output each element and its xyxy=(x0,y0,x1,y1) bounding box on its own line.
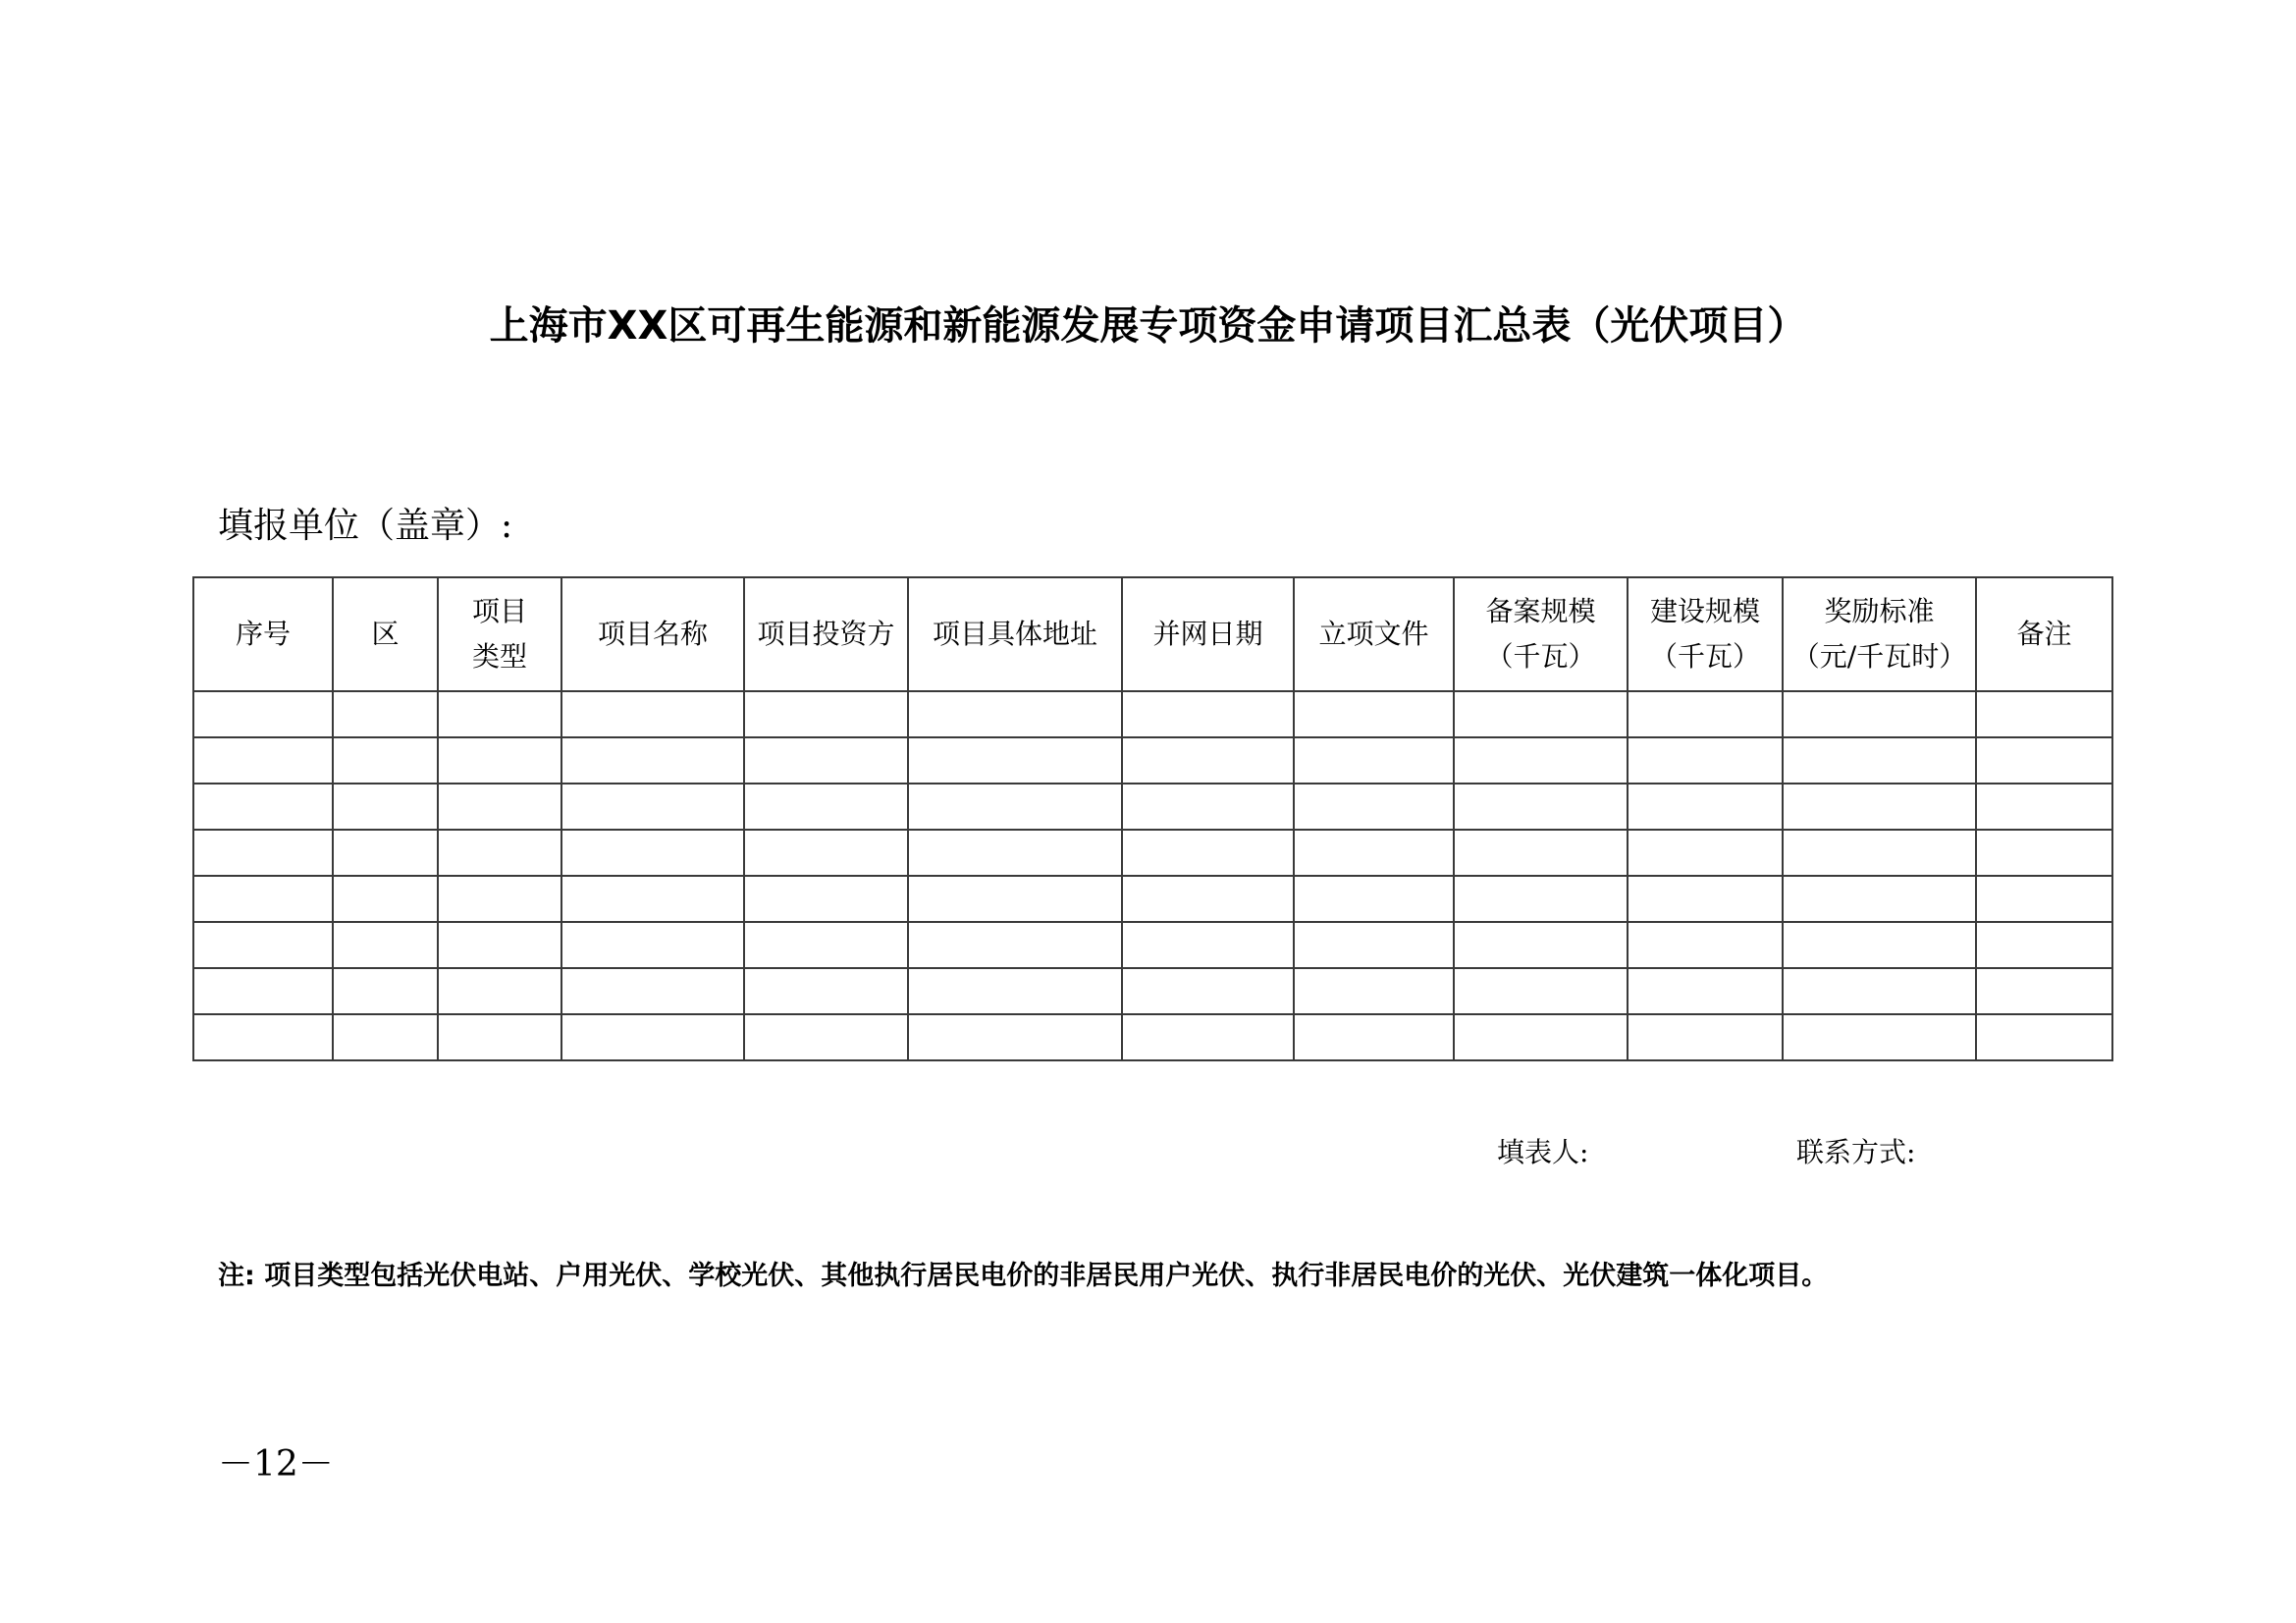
table-cell xyxy=(1454,830,1628,876)
table-header-row xyxy=(193,577,2112,691)
table-cell xyxy=(561,968,744,1014)
table-cell xyxy=(1976,922,2112,968)
table-cell xyxy=(1454,1014,1628,1060)
table-row xyxy=(193,784,2112,830)
table-cell xyxy=(561,830,744,876)
table-cell xyxy=(1122,784,1294,830)
table-cell xyxy=(1454,922,1628,968)
table-row xyxy=(193,830,2112,876)
table-cell xyxy=(1783,922,1976,968)
table-cell xyxy=(1294,968,1454,1014)
table-cell xyxy=(908,1014,1122,1060)
table-cell xyxy=(1628,922,1783,968)
header-reward-standard: 奖励标准 （元/千瓦时） xyxy=(1783,577,1976,691)
header-project-address: 项目具体地址 xyxy=(908,577,1122,691)
table-cell xyxy=(1976,968,2112,1014)
table-cell xyxy=(193,691,333,737)
header-project-name: 项目名称 xyxy=(561,577,744,691)
header-project-type: 项目 类型 xyxy=(438,577,561,691)
table-cell xyxy=(1628,691,1783,737)
contact-label: 联系方式: xyxy=(1796,1136,1916,1168)
table-row xyxy=(193,876,2112,922)
table-cell xyxy=(193,922,333,968)
table-cell xyxy=(193,1014,333,1060)
page-number: －12－ xyxy=(218,1444,334,1485)
filler-label: 填表人: xyxy=(1497,1136,1589,1168)
table-cell xyxy=(1783,784,1976,830)
table-cell xyxy=(1294,876,1454,922)
table-cell xyxy=(438,784,561,830)
table-cell xyxy=(1783,968,1976,1014)
table-cell xyxy=(1628,1014,1783,1060)
table-cell xyxy=(1294,1014,1454,1060)
table-cell xyxy=(1454,737,1628,784)
table-cell xyxy=(908,691,1122,737)
table-cell xyxy=(1976,737,2112,784)
footnote: 注: 项目类型包括光伏电站、户用光伏、学校光伏、其他执行居民电价的非居民用户光伏、执行非居民电价的光伏、光伏建筑一体化项目。 xyxy=(218,1261,1829,1291)
table-cell xyxy=(1976,876,2112,922)
summary-table xyxy=(192,576,2113,1061)
table-cell xyxy=(1976,830,2112,876)
table-row xyxy=(193,968,2112,1014)
table-cell xyxy=(908,830,1122,876)
table-cell xyxy=(744,922,908,968)
table-cell xyxy=(744,691,908,737)
header-serial-no: 序号 xyxy=(193,577,333,691)
table-cell xyxy=(1454,968,1628,1014)
table-cell xyxy=(1783,737,1976,784)
table-cell xyxy=(333,737,438,784)
table-cell xyxy=(561,784,744,830)
table-cell xyxy=(908,876,1122,922)
table-cell xyxy=(1294,737,1454,784)
table-cell xyxy=(438,922,561,968)
table-cell xyxy=(193,876,333,922)
table-cell xyxy=(438,968,561,1014)
table-cell xyxy=(1628,784,1783,830)
table-cell xyxy=(561,1014,744,1060)
table-cell xyxy=(333,1014,438,1060)
table-cell xyxy=(908,737,1122,784)
table-cell xyxy=(438,691,561,737)
table-cell xyxy=(333,922,438,968)
table-cell xyxy=(1783,830,1976,876)
table-cell xyxy=(1294,922,1454,968)
fill-unit-label: 填报单位（盖章）: xyxy=(218,506,513,546)
table-cell xyxy=(1783,691,1976,737)
table-cell xyxy=(1294,784,1454,830)
header-grid-connection-date: 并网日期 xyxy=(1122,577,1294,691)
table-cell xyxy=(744,830,908,876)
table-cell xyxy=(744,784,908,830)
table-cell xyxy=(1783,1014,1976,1060)
header-approval-document: 立项文件 xyxy=(1294,577,1454,691)
table-cell xyxy=(1122,737,1294,784)
table-row xyxy=(193,922,2112,968)
table-row xyxy=(193,691,2112,737)
table-cell xyxy=(438,1014,561,1060)
table-cell xyxy=(1122,691,1294,737)
table-cell xyxy=(908,922,1122,968)
table-cell xyxy=(1122,830,1294,876)
table-cell xyxy=(561,876,744,922)
table-row xyxy=(193,1014,2112,1060)
table-cell xyxy=(744,876,908,922)
table-cell xyxy=(333,968,438,1014)
header-construction-scale: 建设规模 （千瓦） xyxy=(1628,577,1783,691)
table-cell xyxy=(1976,1014,2112,1060)
table-row xyxy=(193,737,2112,784)
table-cell xyxy=(1294,691,1454,737)
table-cell xyxy=(333,691,438,737)
table-cell xyxy=(1976,691,2112,737)
table-cell xyxy=(1628,968,1783,1014)
table-cell xyxy=(333,876,438,922)
header-project-investor: 项目投资方 xyxy=(744,577,908,691)
header-filing-scale: 备案规模 （千瓦） xyxy=(1454,577,1628,691)
table-cell xyxy=(1122,968,1294,1014)
header-remarks: 备注 xyxy=(1976,577,2112,691)
table-cell xyxy=(1294,830,1454,876)
table-cell xyxy=(908,784,1122,830)
table-cell xyxy=(1122,922,1294,968)
table-cell xyxy=(561,691,744,737)
table-cell xyxy=(1454,691,1628,737)
table-cell xyxy=(193,784,333,830)
table-cell xyxy=(744,737,908,784)
table-cell xyxy=(193,830,333,876)
page-title: 上海市XX区可再生能源和新能源发展专项资金申请项目汇总表（光伏项目） xyxy=(489,303,1807,349)
table-cell xyxy=(1454,784,1628,830)
table-cell xyxy=(333,784,438,830)
table-cell xyxy=(1783,876,1976,922)
table-cell xyxy=(1628,737,1783,784)
table-cell xyxy=(561,737,744,784)
table-body xyxy=(193,691,2112,1060)
table-cell xyxy=(193,737,333,784)
table-cell xyxy=(744,1014,908,1060)
table-cell xyxy=(438,830,561,876)
table-cell xyxy=(193,968,333,1014)
table-cell xyxy=(438,737,561,784)
table-cell xyxy=(1454,876,1628,922)
table-cell xyxy=(438,876,561,922)
table-cell xyxy=(1628,830,1783,876)
table-cell xyxy=(908,968,1122,1014)
table-cell xyxy=(744,968,908,1014)
header-district: 区 xyxy=(333,577,438,691)
table-cell xyxy=(1122,876,1294,922)
table-cell xyxy=(1628,876,1783,922)
table-cell xyxy=(333,830,438,876)
table-cell xyxy=(1976,784,2112,830)
table-cell xyxy=(561,922,744,968)
table-cell xyxy=(1122,1014,1294,1060)
